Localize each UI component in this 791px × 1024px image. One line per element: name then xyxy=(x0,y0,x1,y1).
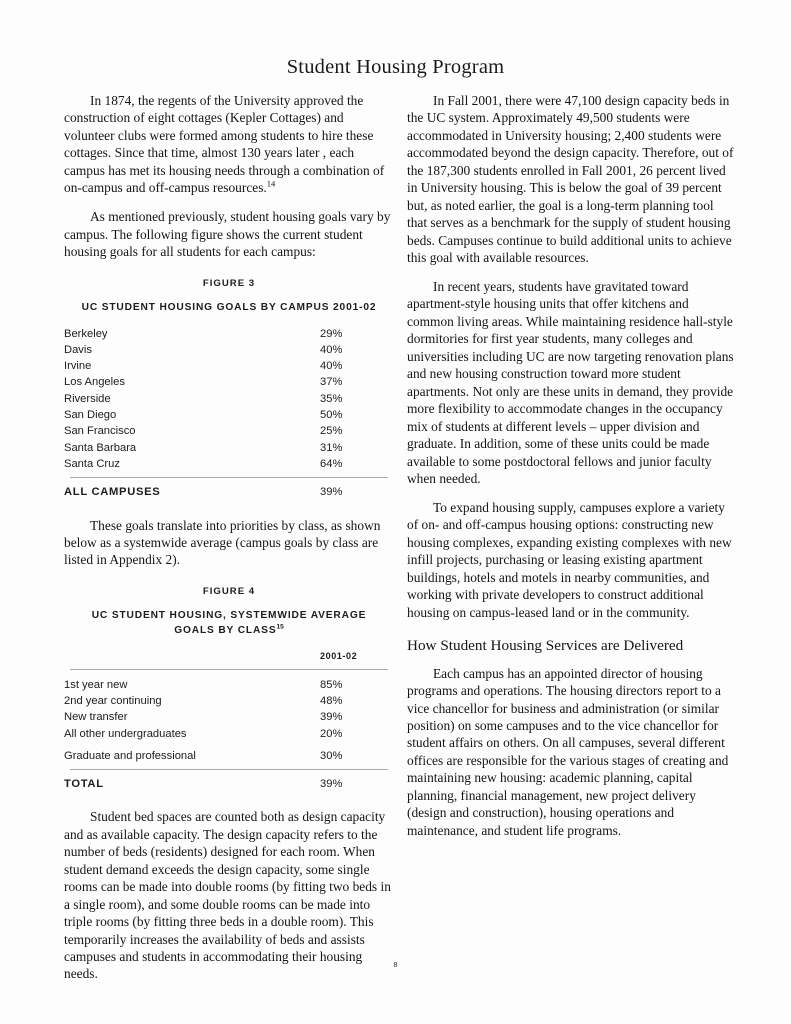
figure-4-total-rule xyxy=(70,769,388,770)
figure-4 xyxy=(64,583,394,793)
total-label: TOTAL xyxy=(64,778,104,791)
column-header-year: 2001-02 xyxy=(320,651,358,662)
table-row xyxy=(64,374,394,390)
figure-4-title xyxy=(64,609,394,638)
paragraph-housing-directors: Each campus has an appointed director of housing programs and operations. The housing directors report to a vice chancellor for business and administration (or similar position) on some campuses and to the vice chancellor for student affairs on others. On all campuses, several different offices are responsible for the various stages of creating and maintaining new housing: academic planning, capital planning, financial management, new project delivery (design and construction), housing operations and maintenance, and student life programs. xyxy=(407,665,729,838)
figure-4-title-line-1: UC STUDENT HOUSING, SYSTEMWIDE AVERAGE xyxy=(91,610,367,622)
total-value: 39% xyxy=(320,486,343,499)
total-value: 39% xyxy=(320,778,343,791)
figure-4-footnote-marker: 15 xyxy=(276,623,284,631)
class-label: All other undergraduates xyxy=(64,727,187,740)
table-row xyxy=(64,677,394,693)
class-label: Graduate and professional xyxy=(64,749,196,762)
campus-label: Santa Barbara xyxy=(64,441,137,454)
table-row xyxy=(64,709,394,725)
left-column xyxy=(64,92,394,994)
campus-value: 25% xyxy=(320,425,343,438)
figure-3-title: UC STUDENT HOUSING GOALS BY CAMPUS 2001-02 xyxy=(81,302,377,314)
paragraph-goals-intro: As mentioned previously, student housing goals vary by campus. The following figure shows the current student housing goals for all students for each campus: xyxy=(64,209,391,260)
table-row xyxy=(64,693,394,709)
campus-value: 29% xyxy=(320,327,343,340)
class-value: 85% xyxy=(320,678,343,691)
table-row xyxy=(64,726,394,742)
campus-value: 40% xyxy=(320,360,343,373)
right-column xyxy=(407,92,737,851)
figure-4-number: FIGURE 4 xyxy=(202,585,256,597)
paragraph-expand-supply: To expand housing supply, campuses explore a variety of on- and off-campus housing options: constructing new housing complexes, expanding existing complexes with new infill projects, purchasing or leasing existing apartment buildings, hotels and motels in nearby communities, and working with private developers to construct additional housing on campus-leased land or in the community. xyxy=(407,499,732,620)
campus-label: Davis xyxy=(64,343,92,356)
campus-value: 50% xyxy=(320,409,343,422)
figure-4-total-table xyxy=(64,776,394,792)
table-row xyxy=(64,407,394,423)
figure-4-body xyxy=(64,677,394,764)
table-row-total xyxy=(64,776,394,792)
campus-label: San Diego xyxy=(64,409,117,422)
campus-value: 64% xyxy=(320,457,343,470)
table-header-row xyxy=(64,648,394,664)
table-row-total xyxy=(64,484,394,500)
campus-value: 37% xyxy=(320,376,343,389)
class-label: 2nd year continuing xyxy=(64,694,162,707)
figure-3-total-rule xyxy=(70,477,388,478)
figure-3-total-table xyxy=(64,484,394,500)
figure-3 xyxy=(64,275,394,501)
campus-label: Irvine xyxy=(64,360,92,373)
class-value: 48% xyxy=(320,694,343,707)
section-heading-services-delivered: How Student Housing Services are Delivered xyxy=(407,637,684,655)
class-label: 1st year new xyxy=(64,678,128,691)
total-label: ALL CAMPUSES xyxy=(64,486,161,499)
figure-4-title-line-2: GOALS BY CLASS xyxy=(174,624,277,636)
figure-4-table xyxy=(64,677,394,764)
class-value: 39% xyxy=(320,711,343,724)
page-title: Student Housing Program xyxy=(286,56,505,78)
campus-label: Berkeley xyxy=(64,327,108,340)
figure-3-number: FIGURE 3 xyxy=(202,277,256,289)
header-spacer xyxy=(64,648,320,664)
paragraph-history: In 1874, the regents of the University approved the construction of eight cottages (Kepler Cottages) and volunteer clubs were formed among students to hire these cottages. Since that time, almost 130 years later , each campus has met its housing needs through a combination of on-campus and off-campus resources.$^{14}$ xyxy=(64,93,385,196)
campus-value: 35% xyxy=(320,392,343,405)
figure-4-top-rule xyxy=(70,669,388,670)
campus-label: Los Angeles xyxy=(64,376,125,389)
campus-label: San Francisco xyxy=(64,425,136,438)
table-row xyxy=(64,342,394,358)
figure-3-table xyxy=(64,326,394,473)
paragraph-apartment-style: In recent years, students have gravitated toward apartment-style housing units that offer kitchens and common living areas. While maintaining residence hall-style dormitories for first year students, many colleges and universities including UC are now targeting renovation plans and new housing construction toward more student apartments. Not only are these units in demand, they provide more flexibility to accommodate changes in the occupancy mix of students at different levels – upper division and graduate. In addition, some of these units could be made available to some postdoctoral fellows and junior faculty when needed. xyxy=(407,279,734,487)
paragraph-priorities: These goals translate into priorities by class, as shown below as a systemwide average (campus goals by class are listed in Appendix 2). xyxy=(64,517,381,568)
class-label: New transfer xyxy=(64,711,128,724)
paragraph-bed-spaces: Student bed spaces are counted both as design capacity and as available capacity. The design capacity refers to the number of beds (residents) designed for each room. When student demand exceeds the design capacity, some single rooms can be made into double rooms (by fitting two beds in a single room), and some double rooms can be made into triple rooms (by fitting three beds in a double room). This temporarily increases the availability of beds and assists campuses and students in accommodating their housing needs. xyxy=(64,809,391,982)
class-value: 20% xyxy=(320,727,343,740)
campus-label: Santa Cruz xyxy=(64,457,120,470)
table-row xyxy=(64,391,394,407)
class-value: 30% xyxy=(320,749,343,762)
campus-label: Riverside xyxy=(64,392,111,405)
table-row xyxy=(64,456,394,472)
figure-3-body xyxy=(64,326,394,473)
table-row xyxy=(64,358,394,374)
figure-4-header-table xyxy=(64,648,394,664)
page-number: 8 xyxy=(393,960,398,969)
table-row xyxy=(64,440,394,456)
paragraph-fall-2001: In Fall 2001, there were 47,100 design capacity beds in the UC system. Approximately 49,500 students were accommodated in University housing; 2,400 students were accommodated beyond the design capacity. Therefore, out of the 187,300 students enrolled in Fall 2001, 26 percent lived in University housing. This is below the goal of 39 percent but, as noted earlier, the goal is a long-term planning tool that serves as a benchmark for the supply of student housing beds. Campuses continue to build additional units to achieve this goal with available resources. xyxy=(407,93,734,266)
table-row xyxy=(64,326,394,342)
campus-value: 40% xyxy=(320,343,343,356)
table-row xyxy=(64,423,394,439)
table-row xyxy=(64,748,394,764)
campus-value: 31% xyxy=(320,441,343,454)
